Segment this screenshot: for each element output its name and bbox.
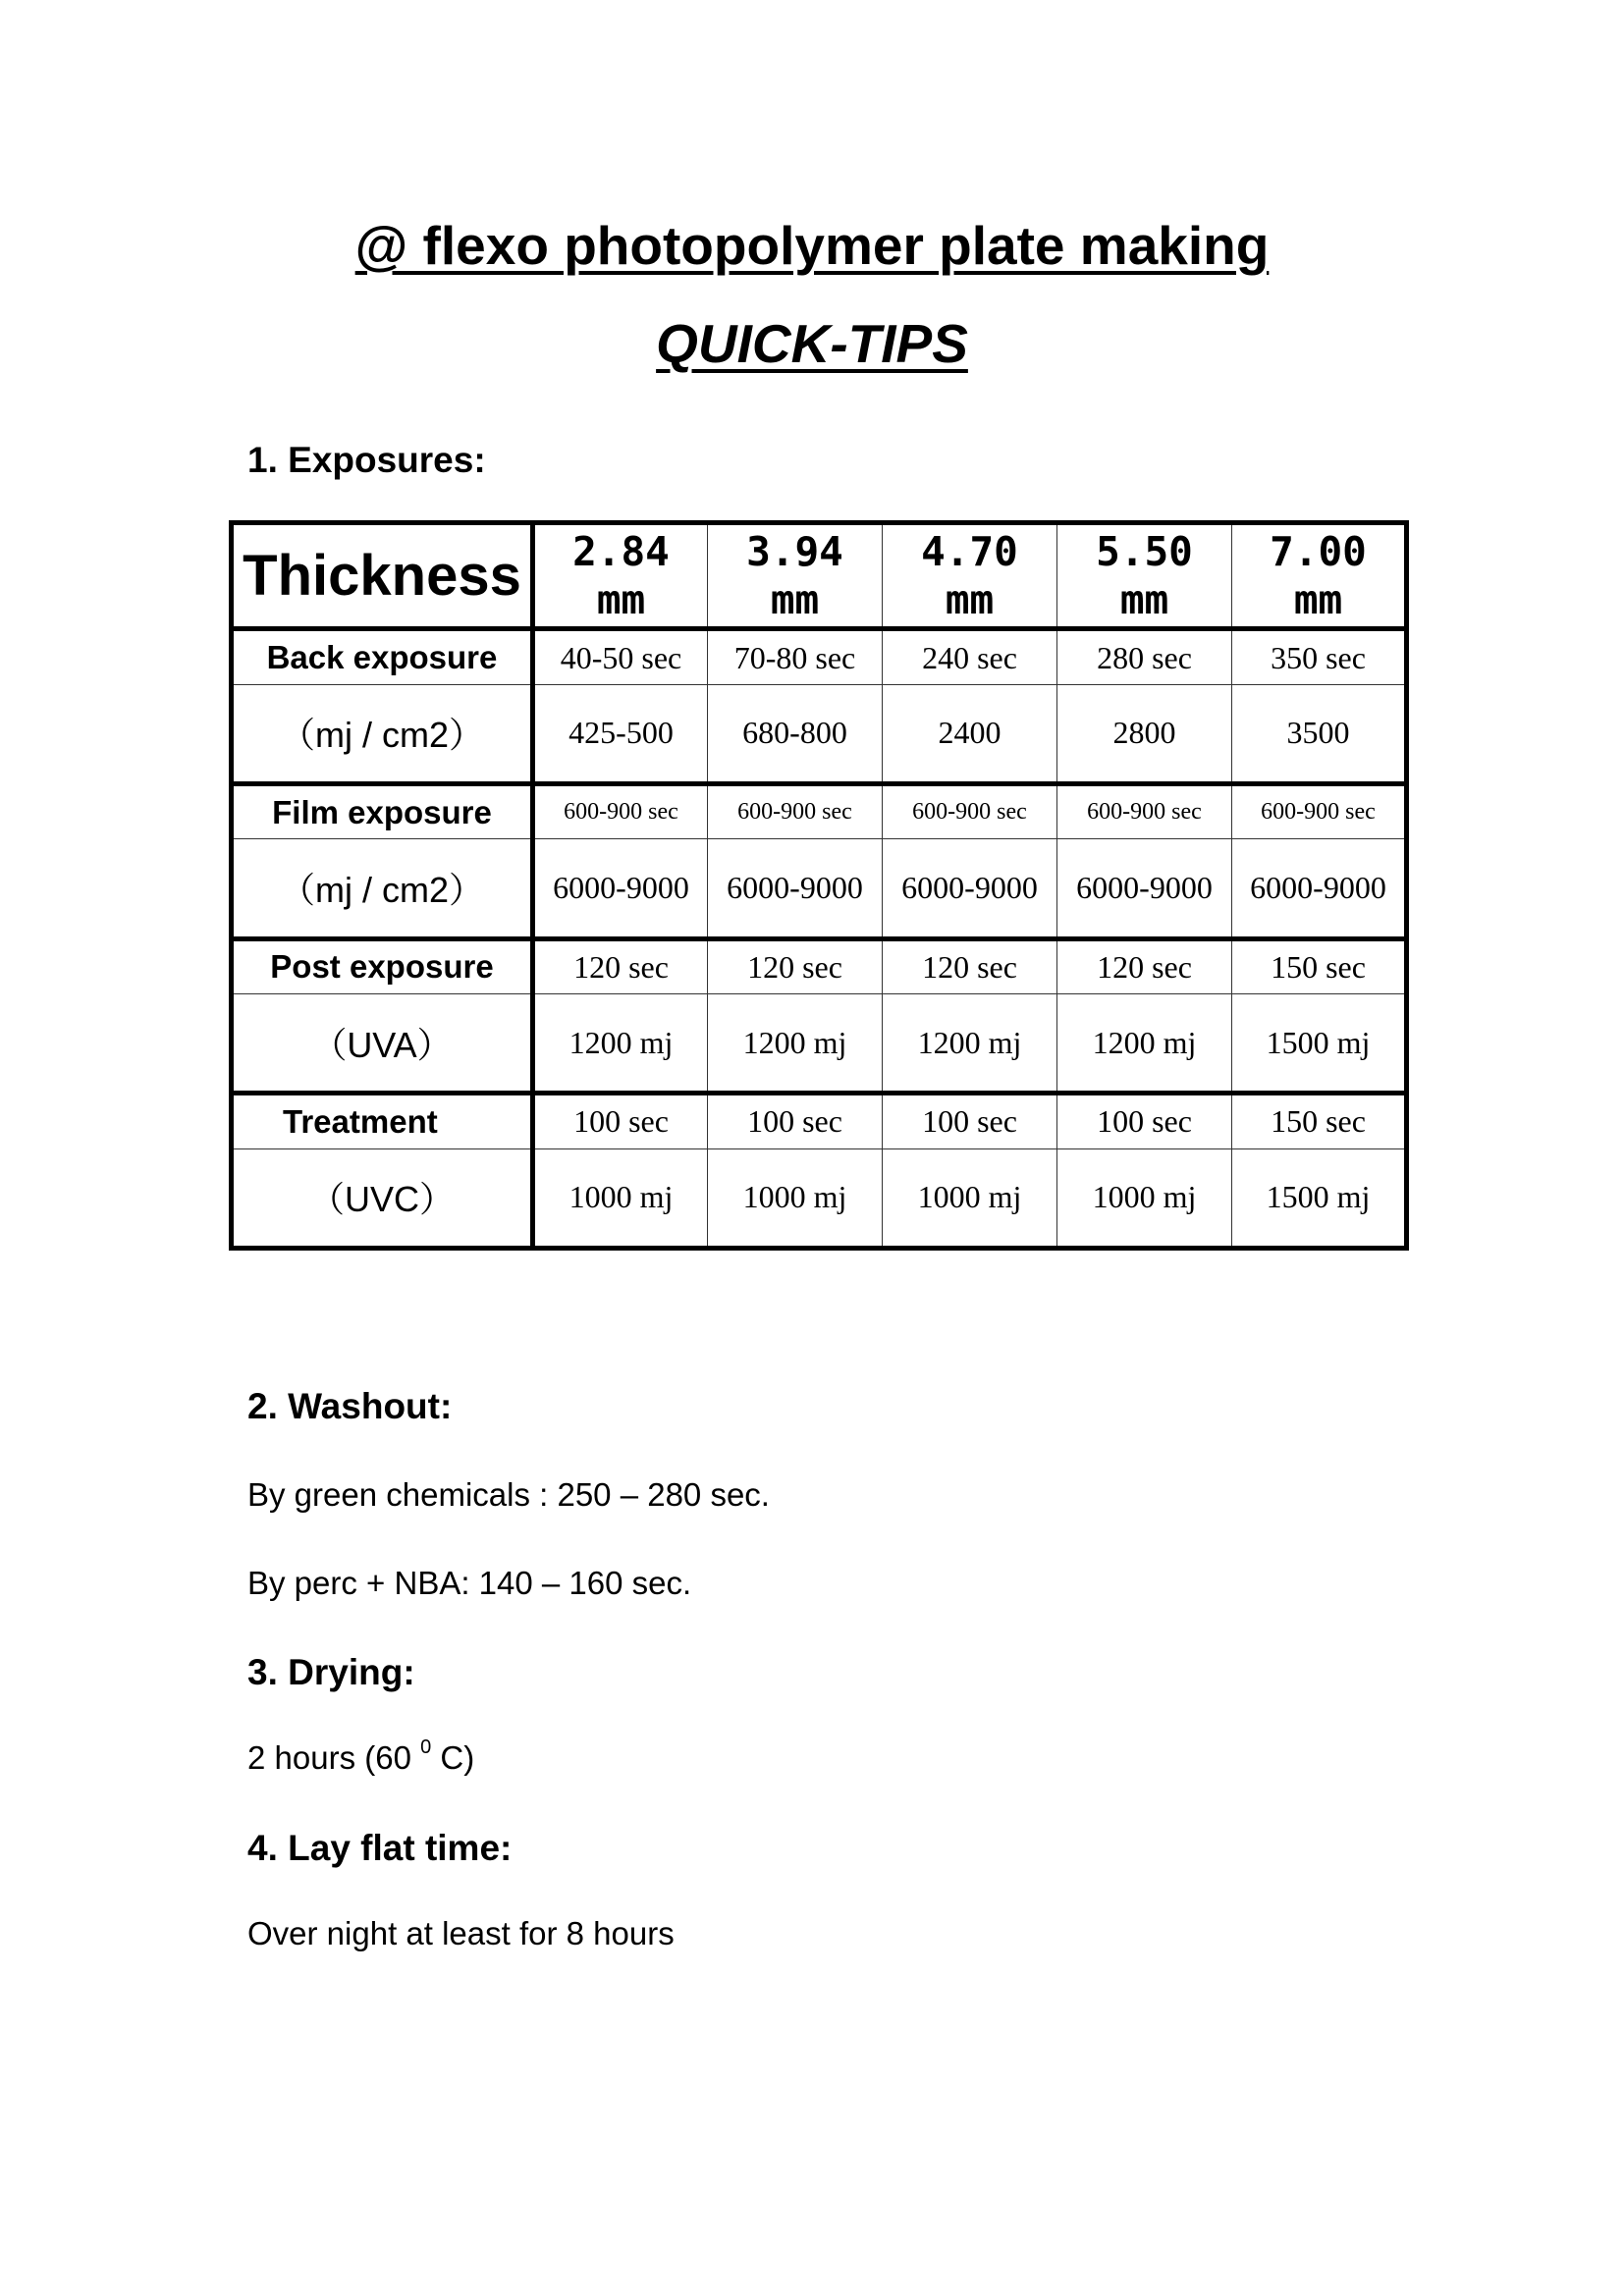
section-heading-drying: 3. Drying: <box>247 1652 415 1692</box>
row-unit-treatment: （UVC） <box>232 1148 533 1248</box>
row-label-film-exposure: Film exposure <box>232 784 533 839</box>
table-row <box>232 839 1407 938</box>
row-label-post-exposure: Post exposure <box>232 938 533 993</box>
table-row <box>232 993 1407 1093</box>
table-cell: 1000 mj <box>533 1148 708 1248</box>
table-cell: 1000 mj <box>708 1148 883 1248</box>
section-heading-washout: 2. Washout: <box>247 1386 453 1426</box>
table-cell: 680-800 <box>708 684 883 783</box>
section-heading-lay-flat: 4. Lay flat time: <box>247 1828 513 1868</box>
table-cell: 100 sec <box>533 1094 708 1148</box>
table-cell: 600-900 sec <box>708 784 883 839</box>
table-cell: 600-900 sec <box>1057 784 1232 839</box>
row-unit-back-exposure: （mj / cm2） <box>232 684 533 783</box>
thickness-cell: 7.00 mm <box>1232 523 1407 629</box>
table-cell: 6000-9000 <box>533 839 708 938</box>
thickness-cell: 5.50 mm <box>1057 523 1232 629</box>
table-cell: 6000-9000 <box>708 839 883 938</box>
row-unit-post-exposure: （UVA） <box>232 993 533 1093</box>
table-cell: 1200 mj <box>533 993 708 1093</box>
page-title: @ flexo photopolymer plate making <box>354 215 1270 276</box>
table-cell: 6000-9000 <box>1232 839 1407 938</box>
table-row <box>232 784 1407 839</box>
drying-text: 2 hours (60 $^0$ C) <box>247 1736 475 1776</box>
table-cell: 350 sec <box>1232 629 1407 684</box>
table-cell: 6000-9000 <box>1057 839 1232 938</box>
lay-flat-text: Over night at least for 8 hours <box>247 1915 675 1951</box>
washout-green-chemicals: By green chemicals : 250 – 280 sec. <box>247 1476 770 1513</box>
washout-perc-nba: By perc + NBA: 140 – 160 sec. <box>247 1565 692 1601</box>
row-unit-film-exposure: （mj / cm2） <box>232 839 533 938</box>
table-cell: 150 sec <box>1232 938 1407 993</box>
table-cell: 600-900 sec <box>533 784 708 839</box>
table-cell: 2400 <box>883 684 1057 783</box>
table-cell: 280 sec <box>1057 629 1232 684</box>
section-heading-exposures: 1. Exposures: <box>247 440 486 480</box>
table-cell: 120 sec <box>1057 938 1232 993</box>
table-cell: 1200 mj <box>1057 993 1232 1093</box>
table-row <box>232 1148 1407 1248</box>
table-cell: 1000 mj <box>883 1148 1057 1248</box>
table-cell: 2800 <box>1057 684 1232 783</box>
page-subtitle: QUICK-TIPS <box>656 313 968 374</box>
table-cell: 1500 mj <box>1232 1148 1407 1248</box>
row-label-treatment: Treatment <box>232 1094 533 1148</box>
degree-symbol: 0 <box>420 1736 432 1758</box>
table-cell: 100 sec <box>708 1094 883 1148</box>
table-cell: 240 sec <box>883 629 1057 684</box>
table-cell: 3500 <box>1232 684 1407 783</box>
table-cell: 120 sec <box>533 938 708 993</box>
table-row <box>232 1094 1407 1148</box>
table-cell: 6000-9000 <box>883 839 1057 938</box>
table-cell: 600-900 sec <box>883 784 1057 839</box>
row-label-back-exposure: Back exposure <box>232 629 533 684</box>
thickness-cell: 4.70 mm <box>883 523 1057 629</box>
table-cell: 1200 mj <box>883 993 1057 1093</box>
table-cell: 1500 mj <box>1232 993 1407 1093</box>
table-cell: 70-80 sec <box>708 629 883 684</box>
table-cell: 150 sec <box>1232 1094 1407 1148</box>
table-cell: 1000 mj <box>1057 1148 1232 1248</box>
thickness-header: Thickness <box>232 523 533 629</box>
thickness-cell: 2.84 mm <box>533 523 708 629</box>
table-cell: 120 sec <box>883 938 1057 993</box>
exposure-table <box>229 520 1409 1251</box>
table-cell: 100 sec <box>1057 1094 1232 1148</box>
table-row <box>232 684 1407 783</box>
table-cell: 40-50 sec <box>533 629 708 684</box>
table-row <box>232 938 1407 993</box>
thickness-cell: 3.94 mm <box>708 523 883 629</box>
table-row <box>232 629 1407 684</box>
table-header-row <box>232 523 1407 629</box>
table-cell: 1200 mj <box>708 993 883 1093</box>
table-cell: 120 sec <box>708 938 883 993</box>
table-cell: 600-900 sec <box>1232 784 1407 839</box>
table-cell: 425-500 <box>533 684 708 783</box>
table-cell: 100 sec <box>883 1094 1057 1148</box>
